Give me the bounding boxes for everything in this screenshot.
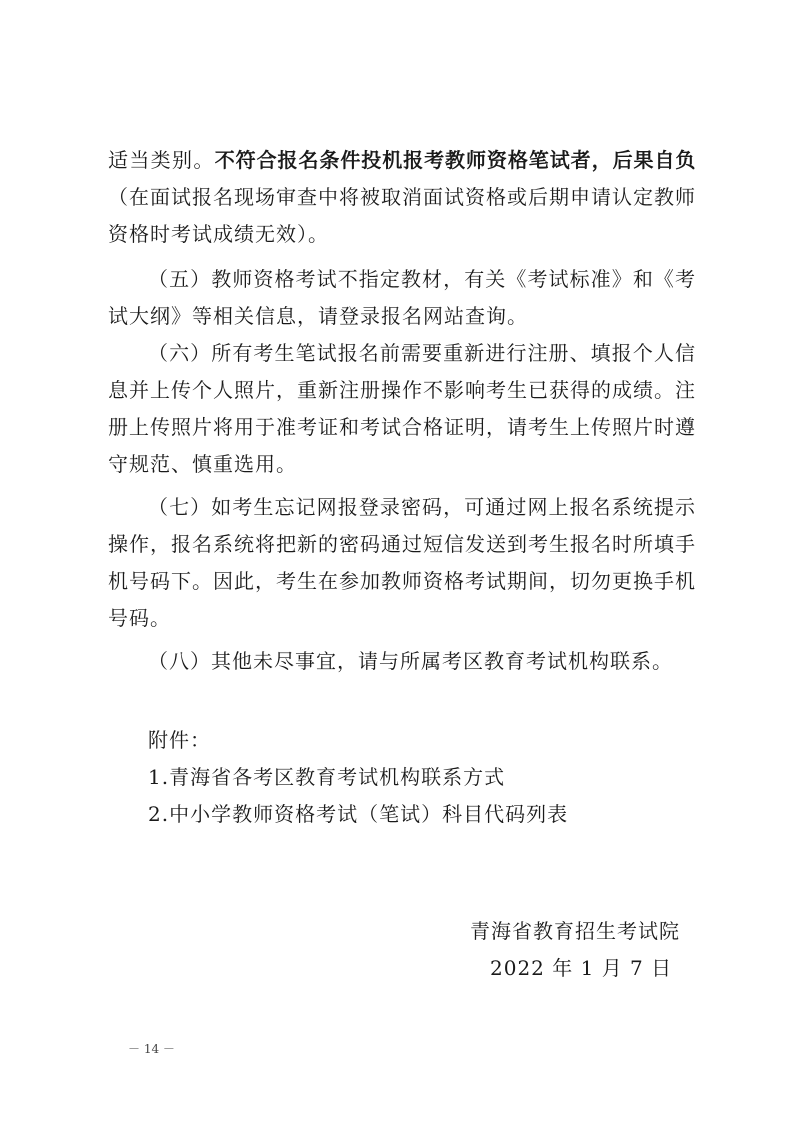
paragraph-seven: （七）如考生忘记网报登录密码，可通过网上报名系统提示操作，报名系统将把新的密码通过短信发送到考生报名时所填手机号码下。因此，考生在参加教师资格考试期间，切勿更换手机号码。 bbox=[108, 495, 696, 630]
paragraph-six: （六）所有考生笔试报名前需要重新进行注册、填报个人信息并上传个人照片，重新注册操作不影响考生已获得的成绩。注册上传照片将用于准考证和考试合格证明，请考生上传照片时遵守规范、慎重选用。 bbox=[108, 341, 696, 476]
paragraph-eight: （八）其他未尽事宜，请与所属考区教育考试机构联系。 bbox=[148, 649, 673, 673]
paragraph-registration-conditions bbox=[108, 142, 696, 253]
paragraph-lead-text: 适当类别。 bbox=[108, 148, 215, 172]
signature-organization: 青海省教育招生考试院 bbox=[470, 919, 680, 943]
signature-date: 2022 年 1 月 7 日 bbox=[490, 956, 673, 980]
warning-bold-text: 不符合报名条件投机报考教师资格笔试者，后果自负 bbox=[214, 148, 696, 172]
paragraph-five: （五）教师资格考试不指定教材，有关《考试标准》和《考试大纲》等相关信息，请登录报名网站查询。 bbox=[108, 267, 696, 328]
attachment-item: 2.中小学教师资格考试（笔试）科目代码列表 bbox=[148, 802, 569, 826]
page-number: － 14 － bbox=[128, 1042, 175, 1056]
paragraph-tail-text: （在面试报名现场审查中将被取消面试资格或后期申请认定教师资格时考试成绩无效）。 bbox=[108, 185, 696, 246]
attachments-heading: 附件： bbox=[148, 728, 211, 752]
attachment-item: 1.青海省各考区教育考试机构联系方式 bbox=[148, 765, 506, 789]
